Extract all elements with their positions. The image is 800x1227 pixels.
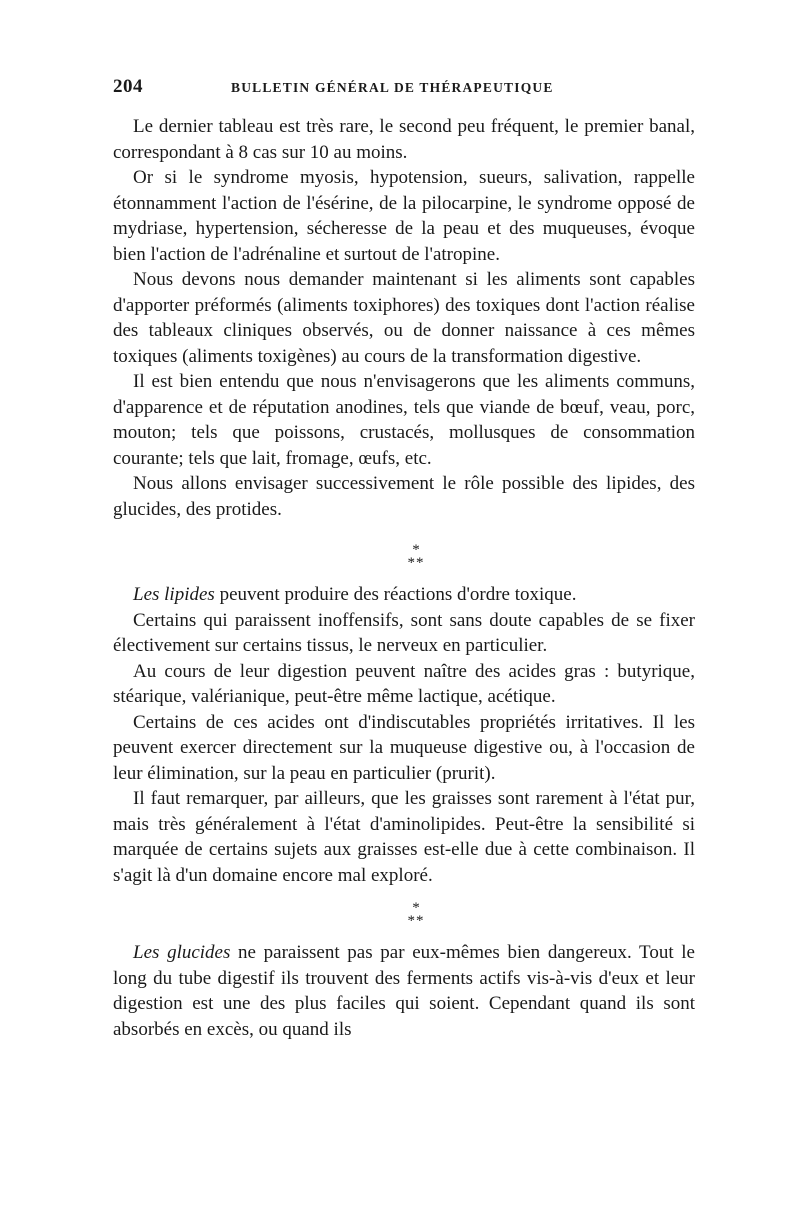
paragraph: Le dernier tableau est très rare, le second peu fréquent, le premier banal, correspondant à 8 cas sur 10 au moins. xyxy=(113,116,695,163)
page-number: 204 xyxy=(113,76,143,97)
paragraph: Nous allons envisager successivement le rôle possible des lipides, des glucides, des protides. xyxy=(113,473,695,520)
paragraph: Nous devons nous demander maintenant si les aliments sont capables d'apporter préformés (aliments toxiphores) des toxiques dont l'action réalise des tableaux cliniques observés, ou de donner naissance à ces mêmes toxiques (aliments toxigènes) au cours de la transformation digestive. xyxy=(113,269,695,367)
paragraph: Or si le syndrome myosis, hypotension, sueurs, salivation, rappelle étonnamment l'action de l'ésérine, de la pilocarpine, le syndrome opposé de mydriase, hypertension, sécheresse de la peau et des muqueuses, évoque bien l'action de l'adrénaline et surtout de l'atropine. xyxy=(113,167,695,265)
paragraph: Il est bien entendu que nous n'envisagerons que les aliments communs, d'apparence et de réputation anodines, tels que viande de bœuf, veau, porc, mouton; tels que poissons, crustacés, mollusques de consommation courante; tels que lait, fromage, œufs, etc. xyxy=(113,371,695,469)
page-header xyxy=(113,76,693,100)
asterism-top: * xyxy=(412,542,420,558)
paragraph-glucides: Les glucides ne paraissent pas par eux-mêmes bien dangereux. Tout le long du tube digestif ils trouvent des ferments actifs vis-à-vis d'eux et leur digestion est une des plus faciles qui soient. Cependant quand ils sont absorbés en excès, ou quand ils xyxy=(113,942,695,1040)
paragraph: Certains de ces acides ont d'indiscutables propriétés irritatives. Il les peuvent exercer directement sur la muqueuse digestive ou, à l'occasion de leur élimination, sur la peau en particulier (prurit). xyxy=(113,711,695,784)
section-separator xyxy=(113,544,695,570)
section-separator xyxy=(113,902,695,928)
asterism-bottom: ** xyxy=(407,555,425,571)
paragraph: Certains qui paraissent inoffensifs, sont sans doute capables de se fixer électivement sur certains tissus, le nerveux en particulier. xyxy=(113,609,695,656)
asterism-bottom: ** xyxy=(407,913,425,929)
running-title: BULLETIN GÉNÉRAL DE THÉRAPEUTIQUE xyxy=(231,80,554,95)
section-lead: Les glucides xyxy=(133,942,231,963)
paragraph-lipides: Les lipides peuvent produire des réactions d'ordre toxique. xyxy=(133,584,577,605)
body-text xyxy=(113,114,695,1042)
section-lead: Les lipides xyxy=(133,584,215,605)
paragraph: Il faut remarquer, par ailleurs, que les graisses sont rarement à l'état pur, mais très généralement à l'état d'aminolipides. Peut-être la sensibilité si marquée de certains sujets aux graisses est-elle due à cette combinaison. Il s'agit là d'un domaine encore mal exploré. xyxy=(113,788,695,886)
asterism-top: * xyxy=(412,900,420,916)
paragraph: Au cours de leur digestion peuvent naître des acides gras : butyrique, stéarique, valérianique, peut-être même lactique, acétique. xyxy=(113,660,695,707)
